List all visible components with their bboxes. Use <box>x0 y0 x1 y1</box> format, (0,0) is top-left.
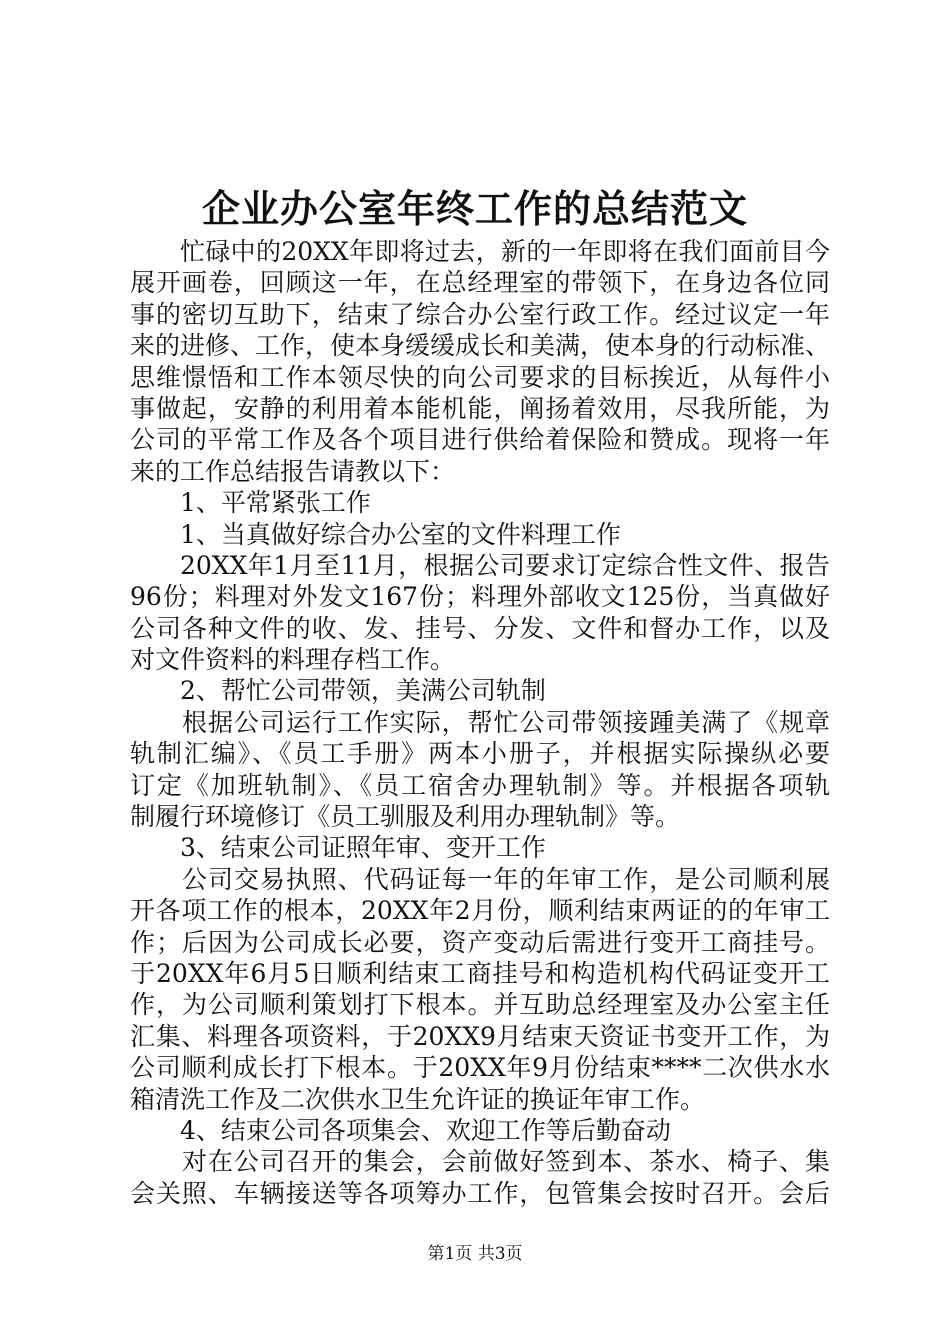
text-line: 96份；料理对外发文167份；料理外部收文125份，当真做好 <box>130 582 830 612</box>
text-line: 汇集、料理各项资料，于20XX9月结束天资证书变开工作，为 <box>130 1021 830 1051</box>
text-line: 箱清洗工作及二次供水卫生允许证的换证年审工作。 <box>130 1084 706 1114</box>
text-line: 2、帮忙公司带领，美满公司轨制 <box>180 676 546 706</box>
text-line: 事做起，安静的利用着本能机能，阐扬着效用，尽我所能，为 <box>130 393 830 423</box>
text-line: 忙碌中的20XX年即将过去，新的一年即将在我们面前目今 <box>180 237 830 266</box>
text-line: 3、结束公司证照年审、变开工作 <box>180 833 546 863</box>
text-line: 对在公司召开的集会，会前做好签到本、茶水、椅子、集 <box>182 1147 830 1177</box>
text-line: 对文件资料的料理存档工作。 <box>130 645 456 675</box>
text-line: 展开画卷，回顾这一年，在总经理室的带领下，在身边各位同 <box>130 268 830 298</box>
text-line: 根据公司运行工作实际，帮忙公司带领接踵美满了《规章 <box>182 707 830 737</box>
text-line: 1、平常紧张工作 <box>180 488 371 518</box>
text-line: 20XX年1月至11月，根据公司要求订定综合性文件、报告 <box>180 550 830 580</box>
text-line: 订定《加班轨制》、《员工宿舍办理轨制》等。并根据各项轨 <box>130 770 830 800</box>
text-line: 作；后因为公司成长必要，资产变动后需进行变开工商挂号。 <box>130 927 830 957</box>
text-line: 会关照、车辆接送等各项筹办工作，包管集会按时召开。会后 <box>130 1178 830 1208</box>
document-body <box>130 236 830 1209</box>
text-line: 4、结束公司各项集会、欢迎工作等后勤奋动 <box>180 1115 671 1145</box>
text-line: 事的密切互助下，结束了综合办公室行政工作。经过议定一年 <box>130 299 830 329</box>
text-line: 制履行环境修订《员工驯服及利用办理轨制》等。 <box>130 802 681 832</box>
document-title: 企业办公室年终工作的总结范文 <box>201 186 748 231</box>
text-line: 轨制汇编》、《员工手册》两本小册子，并根据实际操纵必要 <box>130 739 830 769</box>
text-line: 公司交易执照、代码证每一年的年审工作，是公司顺利展 <box>182 864 830 894</box>
text-line: 1、当真做好综合办公室的文件料理工作 <box>180 519 621 549</box>
text-line: 于20XX年6月5日顺利结束工商挂号和构造机构代码证变开工 <box>130 958 830 988</box>
page-footer: 第1页 共3页 <box>427 1244 523 1264</box>
text-line: 开各项工作的根本，20XX年2月份，顺利结束两证的的年审工 <box>130 896 830 926</box>
text-line: 思维憬悟和工作本领尽快的向公司要求的目标挨近，从每件小 <box>130 362 830 392</box>
text-line: 公司的平常工作及各个项目进行供给着保险和赞成。现将一年 <box>130 425 830 455</box>
text-line: 作，为公司顺利策划打下根本。并互助总经理室及办公室主任 <box>130 990 830 1020</box>
text-line: 公司各种文件的收、发、挂号、分发、文件和督办工作，以及 <box>130 613 830 643</box>
text-line: 来的工作总结报告请教以下： <box>130 456 456 486</box>
text-line: 来的进修、工作，使本身缓缓成长和美满，使本身的行动标准、 <box>130 331 830 361</box>
text-line: 公司顺利成长打下根本。于20XX年9月份结束****二次供水水 <box>130 1053 830 1083</box>
